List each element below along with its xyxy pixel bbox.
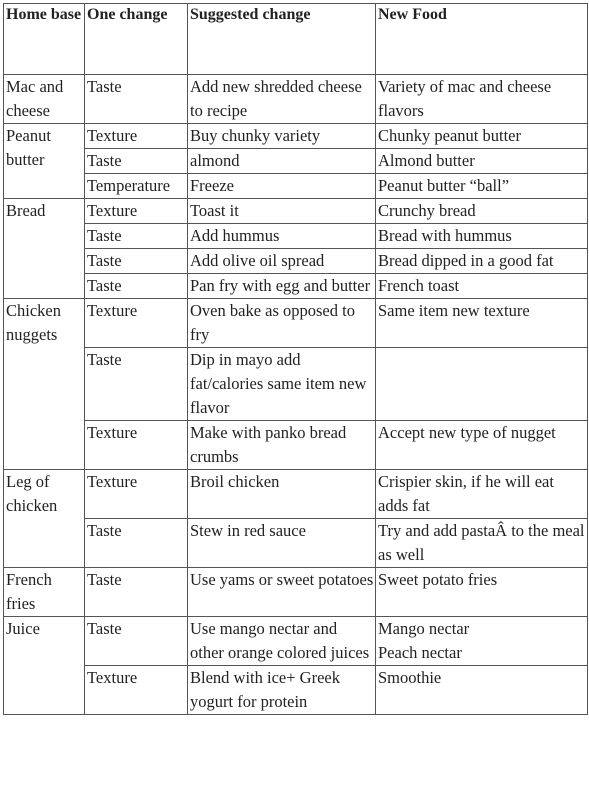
one-change-cell: Taste — [85, 519, 188, 568]
new-food-line: Same item new texture — [378, 301, 530, 320]
one-change-cell: Taste — [85, 568, 188, 617]
new-food-line: Bread dipped in a good fat — [378, 251, 554, 270]
table-row — [4, 174, 588, 199]
one-change-cell: Taste — [85, 149, 188, 174]
new-food-cell — [376, 274, 588, 299]
suggested-change-cell: Use mango nectar and other orange colored juices — [188, 617, 376, 666]
new-food-line: Bread with hummus — [378, 226, 512, 245]
new-food-cell — [376, 299, 588, 348]
suggested-change-cell: Add hummus — [188, 224, 376, 249]
new-food-cell — [376, 568, 588, 617]
new-food-cell — [376, 249, 588, 274]
home-base-cell: Peanut butter — [4, 124, 85, 199]
table-row — [4, 568, 588, 617]
one-change-cell: Texture — [85, 421, 188, 470]
table-body — [4, 75, 588, 715]
food-change-table — [3, 3, 588, 715]
table-row — [4, 470, 588, 519]
table-row — [4, 348, 588, 421]
suggested-change-cell: Dip in mayo add fat/calories same item new flavor — [188, 348, 376, 421]
table-row — [4, 224, 588, 249]
table-row — [4, 617, 588, 666]
new-food-line: Crispier skin, if he will eat adds fat — [378, 472, 554, 515]
new-food-line: Sweet potato fries — [378, 570, 498, 589]
suggested-change-cell: Use yams or sweet potatoes — [188, 568, 376, 617]
one-change-cell: Texture — [85, 470, 188, 519]
new-food-line: Accept new type of nugget — [378, 423, 556, 442]
home-base-cell: Chicken nuggets — [4, 299, 85, 470]
one-change-cell: Taste — [85, 224, 188, 249]
new-food-line: Peanut butter “ball” — [378, 176, 510, 195]
home-base-cell: Juice — [4, 617, 85, 715]
one-change-cell: Taste — [85, 75, 188, 124]
table-row — [4, 249, 588, 274]
new-food-cell — [376, 124, 588, 149]
new-food-line: Almond butter — [378, 151, 475, 170]
one-change-cell: Taste — [85, 348, 188, 421]
home-base-cell: Leg of chicken — [4, 470, 85, 568]
new-food-cell — [376, 174, 588, 199]
suggested-change-cell: Toast it — [188, 199, 376, 224]
one-change-cell: Texture — [85, 299, 188, 348]
one-change-cell: Texture — [85, 666, 188, 715]
new-food-line: Mango nectar — [378, 619, 470, 638]
home-base-cell: French fries — [4, 568, 85, 617]
suggested-change-cell: Add new shredded cheese to recipe — [188, 75, 376, 124]
new-food-line: Variety of mac and cheese flavors — [378, 77, 552, 120]
header-home-base: Home base — [4, 4, 85, 75]
table-row — [4, 199, 588, 224]
table-row — [4, 519, 588, 568]
one-change-cell: Texture — [85, 124, 188, 149]
table-row — [4, 421, 588, 470]
table-row — [4, 274, 588, 299]
new-food-cell — [376, 666, 588, 715]
suggested-change-cell: Oven bake as opposed to fry — [188, 299, 376, 348]
header-one-change: One change — [85, 4, 188, 75]
suggested-change-cell: Blend with ice+ Greek yogurt for protein — [188, 666, 376, 715]
suggested-change-cell: Freeze — [188, 174, 376, 199]
new-food-line: Chunky peanut butter — [378, 126, 521, 145]
one-change-cell: Taste — [85, 249, 188, 274]
table-row — [4, 75, 588, 124]
suggested-change-cell: Buy chunky variety — [188, 124, 376, 149]
one-change-cell: Taste — [85, 274, 188, 299]
new-food-line: Crunchy bread — [378, 201, 476, 220]
table-row — [4, 299, 588, 348]
table-row — [4, 149, 588, 174]
suggested-change-cell: Make with panko bread crumbs — [188, 421, 376, 470]
one-change-cell: Texture — [85, 199, 188, 224]
home-base-cell: Bread — [4, 199, 85, 299]
new-food-line: Try and add pastaÂ to the meal as well — [378, 521, 585, 564]
suggested-change-cell: Stew in red sauce — [188, 519, 376, 568]
one-change-cell: Taste — [85, 617, 188, 666]
header-row — [4, 4, 588, 75]
new-food-cell — [376, 149, 588, 174]
new-food-line: Smoothie — [378, 668, 442, 687]
new-food-cell — [376, 617, 588, 666]
new-food-line: Peach nectar — [378, 643, 462, 662]
new-food-cell — [376, 199, 588, 224]
new-food-line: French toast — [378, 276, 460, 295]
one-change-cell: Temperature — [85, 174, 188, 199]
header-suggested-change: Suggested change — [188, 4, 376, 75]
home-base-cell: Mac and cheese — [4, 75, 85, 124]
suggested-change-cell: Add olive oil spread — [188, 249, 376, 274]
new-food-cell — [376, 421, 588, 470]
new-food-cell — [376, 224, 588, 249]
new-food-cell — [376, 470, 588, 519]
suggested-change-cell: almond — [188, 149, 376, 174]
new-food-cell — [376, 519, 588, 568]
table-row — [4, 124, 588, 149]
header-new-food: New Food — [376, 4, 588, 75]
suggested-change-cell: Pan fry with egg and butter — [188, 274, 376, 299]
suggested-change-cell: Broil chicken — [188, 470, 376, 519]
new-food-cell — [376, 348, 588, 421]
new-food-cell — [376, 75, 588, 124]
table-row — [4, 666, 588, 715]
